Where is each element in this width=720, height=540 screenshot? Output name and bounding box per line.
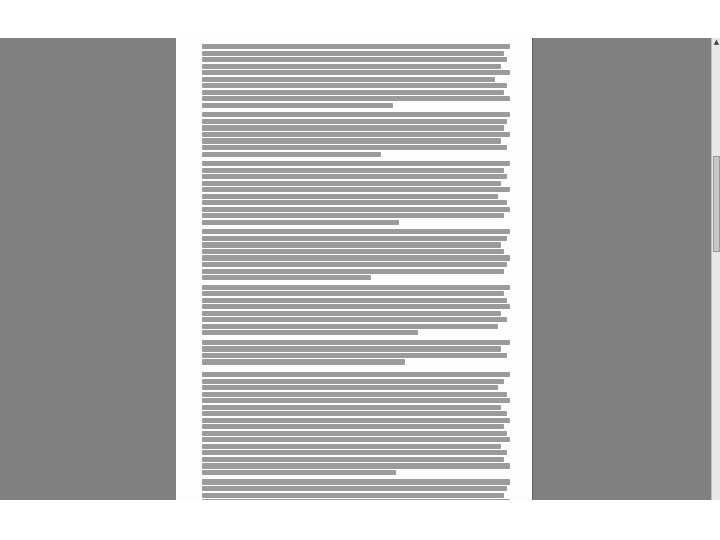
text-line bbox=[202, 499, 510, 500]
text-line bbox=[202, 249, 504, 254]
text-line bbox=[202, 304, 510, 309]
text-line bbox=[202, 255, 510, 260]
text-line bbox=[202, 411, 507, 416]
text-line bbox=[202, 298, 507, 303]
text-line bbox=[202, 346, 501, 351]
text-line bbox=[202, 418, 510, 423]
text-line bbox=[202, 213, 504, 218]
text-line bbox=[202, 392, 507, 397]
text-line bbox=[202, 44, 510, 49]
text-line bbox=[202, 437, 510, 442]
text-line bbox=[202, 493, 504, 498]
text-line bbox=[202, 275, 371, 280]
text-line bbox=[202, 90, 504, 95]
scroll-up-arrow-icon[interactable]: ▲ bbox=[713, 38, 720, 46]
text-line bbox=[202, 242, 501, 247]
text-line bbox=[202, 385, 498, 390]
text-line bbox=[202, 77, 495, 82]
text-line bbox=[202, 125, 504, 130]
text-line bbox=[202, 372, 510, 377]
text-line bbox=[202, 424, 504, 429]
text-line bbox=[202, 70, 510, 75]
text-line bbox=[202, 405, 501, 410]
scrollbar-thumb[interactable] bbox=[713, 156, 720, 252]
text-line bbox=[202, 457, 504, 462]
text-line bbox=[202, 145, 507, 150]
text-line bbox=[202, 269, 504, 274]
text-line bbox=[202, 51, 504, 56]
text-line bbox=[202, 359, 405, 364]
text-line bbox=[202, 181, 501, 186]
text-line bbox=[202, 229, 510, 234]
document-viewport bbox=[0, 38, 720, 500]
text-line bbox=[202, 194, 498, 199]
document-text-body bbox=[202, 44, 510, 500]
text-line bbox=[202, 398, 510, 403]
text-line bbox=[202, 262, 507, 267]
text-line bbox=[202, 379, 504, 384]
text-line bbox=[202, 83, 507, 88]
text-line bbox=[202, 112, 510, 117]
text-line bbox=[202, 340, 510, 345]
text-line bbox=[202, 236, 507, 241]
text-line bbox=[202, 291, 504, 296]
vertical-scrollbar[interactable] bbox=[711, 38, 720, 500]
text-line bbox=[202, 463, 510, 468]
text-line bbox=[202, 431, 507, 436]
text-line bbox=[202, 138, 501, 143]
document-page bbox=[176, 38, 532, 500]
text-line bbox=[202, 353, 507, 358]
text-line bbox=[202, 486, 507, 491]
text-line bbox=[202, 285, 510, 290]
text-line bbox=[202, 200, 507, 205]
text-line bbox=[202, 103, 393, 108]
text-line bbox=[202, 311, 501, 316]
text-line bbox=[202, 132, 510, 137]
text-line bbox=[202, 57, 507, 62]
text-line bbox=[202, 317, 507, 322]
text-line bbox=[202, 330, 418, 335]
text-line bbox=[202, 450, 507, 455]
text-line bbox=[202, 119, 507, 124]
text-line bbox=[202, 207, 510, 212]
text-line bbox=[202, 444, 501, 449]
text-line bbox=[202, 187, 510, 192]
text-line bbox=[202, 96, 510, 101]
text-line bbox=[202, 64, 501, 69]
text-line bbox=[202, 161, 510, 166]
text-line bbox=[202, 470, 396, 475]
text-line bbox=[202, 220, 399, 225]
text-line bbox=[202, 479, 510, 484]
text-line bbox=[202, 168, 504, 173]
text-line bbox=[202, 324, 498, 329]
text-line bbox=[202, 152, 381, 157]
text-line bbox=[202, 174, 507, 179]
